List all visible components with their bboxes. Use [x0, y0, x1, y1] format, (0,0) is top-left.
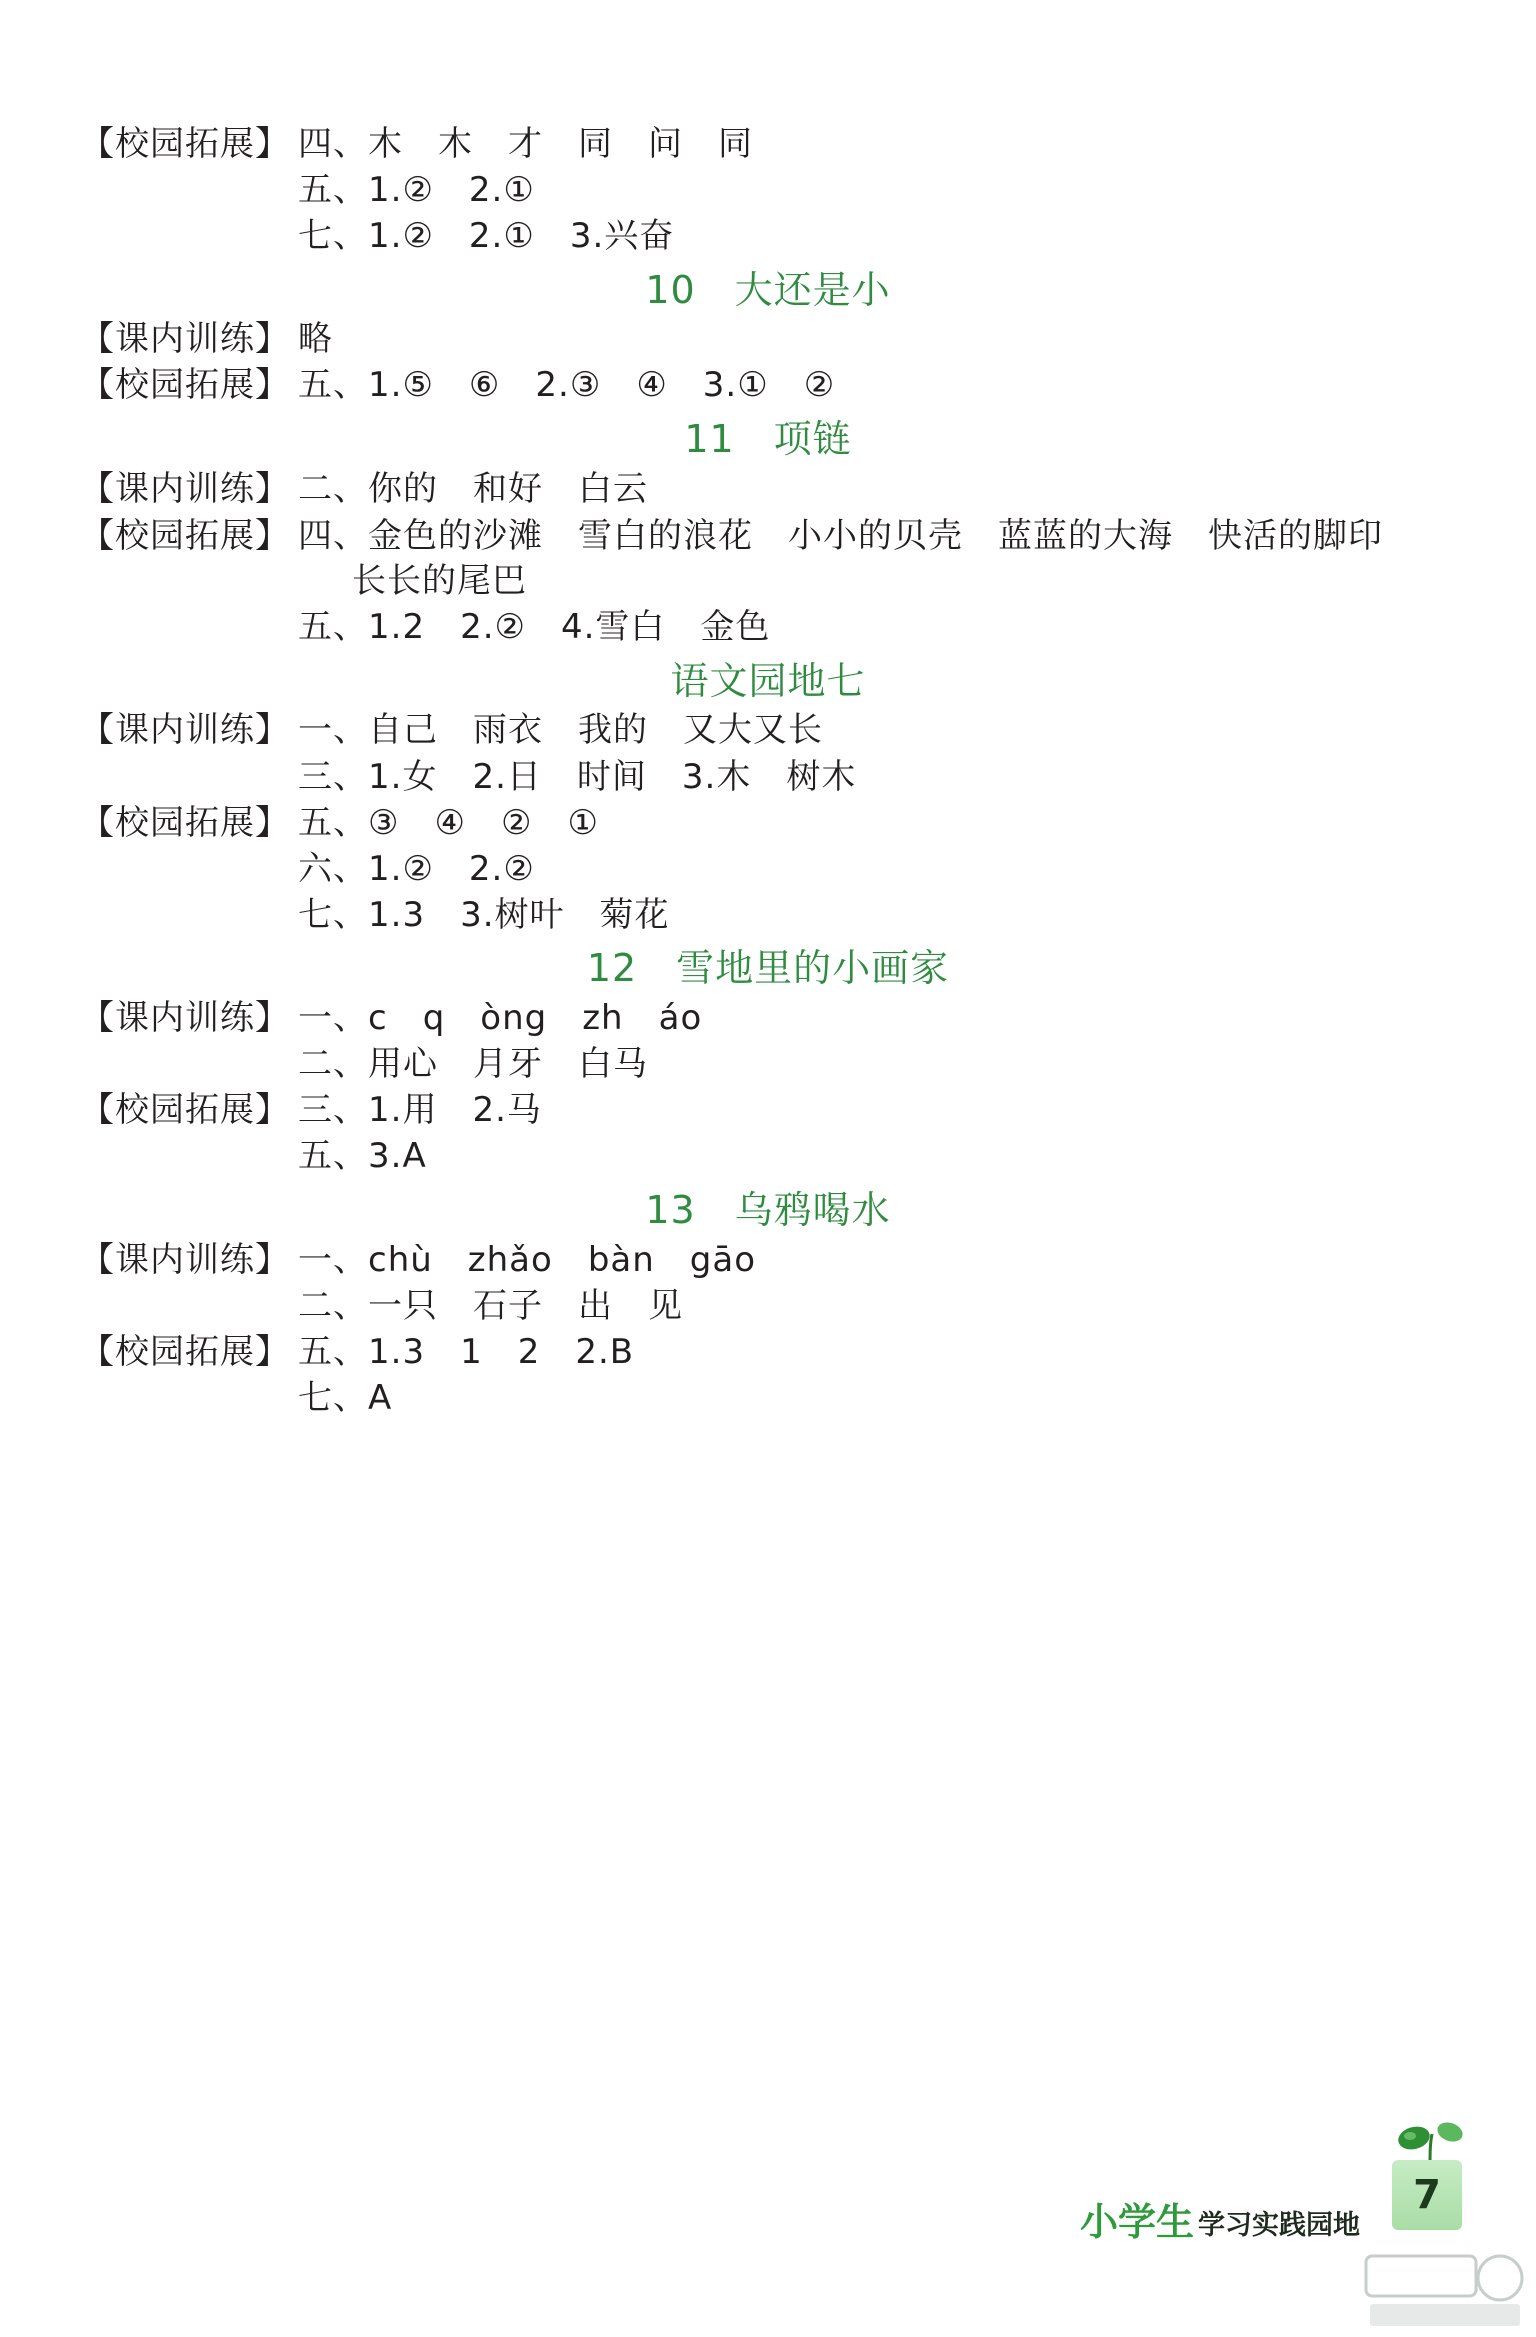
- footer-brand: [1080, 2190, 1360, 2246]
- answer-line: 五、③ ④ ② ①: [298, 803, 599, 843]
- answer-line: 五、1.3 1 2 2.B: [298, 1332, 635, 1372]
- watermark-stamp: [1360, 2248, 1530, 2330]
- lesson-heading: 13 乌鸦喝水: [645, 1188, 891, 1232]
- lesson-heading: 12 雪地里的小画家: [586, 946, 950, 990]
- brand-main-text: 小学生: [1080, 2200, 1195, 2244]
- lesson-heading: 11 项链: [684, 417, 852, 461]
- answer-line: 七、1.② 2.① 3.兴奋: [298, 216, 675, 256]
- lesson-heading: 10 大还是小: [645, 268, 891, 312]
- section-tag: 【校园拓展】: [80, 1332, 290, 1372]
- lesson-heading: 语文园地七: [670, 659, 866, 703]
- section-tag: 【课内训练】: [80, 469, 290, 509]
- answer-line: 二、你的 和好 白云: [298, 469, 648, 509]
- answer-line: 二、用心 月牙 白马: [298, 1044, 648, 1084]
- answer-line: 五、1.⑤ ⑥ 2.③ ④ 3.① ②: [298, 365, 836, 405]
- answer-line: 五、3.A: [298, 1136, 427, 1176]
- section-tag: 【校园拓展】: [80, 1090, 290, 1130]
- brand-sub-text: 学习实践园地: [1198, 2210, 1361, 2241]
- answer-line: 二、一只 石子 出 见: [298, 1286, 683, 1326]
- answer-line: 长长的尾巴: [352, 561, 527, 601]
- section-tag: 【课内训练】: [80, 319, 290, 359]
- section-tag: 【课内训练】: [80, 998, 290, 1038]
- section-tag: 【校园拓展】: [80, 516, 290, 556]
- answer-line: 一、c q òng zh áo: [298, 998, 703, 1038]
- answer-line: 略: [298, 319, 333, 359]
- section-tag: 【校园拓展】: [80, 365, 290, 405]
- answer-line: 三、1.女 2.日 时间 3.木 树木: [298, 757, 857, 797]
- answer-line: 三、1.用 2.马: [298, 1090, 542, 1130]
- section-tag: 【课内训练】: [80, 710, 290, 750]
- answer-line: 四、金色的沙滩 雪白的浪花 小小的贝壳 蓝蓝的大海 快活的脚印: [298, 516, 1383, 556]
- answer-line: 四、木 木 才 同 问 同: [298, 124, 753, 164]
- answer-line: 五、1.2 2.② 4.雪白 金色: [298, 607, 771, 647]
- answer-line: 六、1.② 2.②: [298, 849, 535, 889]
- answer-line: 七、1.3 3.树叶 菊花: [298, 895, 670, 935]
- section-tag: 【校园拓展】: [80, 803, 290, 843]
- answer-line: 七、A: [298, 1378, 393, 1418]
- answer-line: 五、1.② 2.①: [298, 170, 535, 210]
- section-tag: 【课内训练】: [80, 1240, 290, 1280]
- section-tag: 【校园拓展】: [80, 124, 290, 164]
- answer-line: 一、chù zhǎo bàn gāo: [298, 1240, 757, 1280]
- page-number: 7: [1392, 2160, 1462, 2230]
- answer-line: 一、自己 雨衣 我的 又大又长: [298, 710, 823, 750]
